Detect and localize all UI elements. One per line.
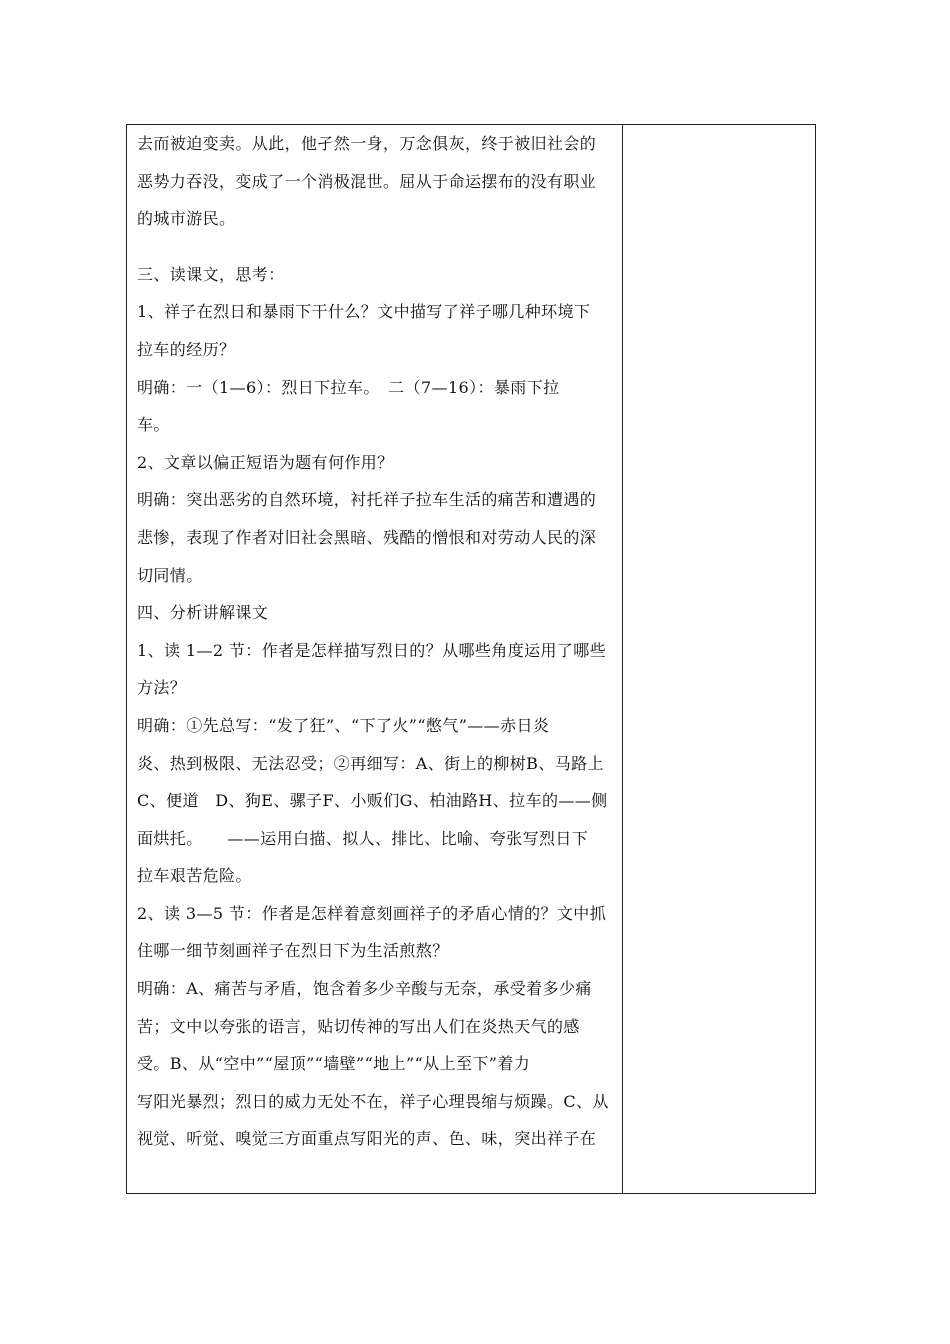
text-line: 拉车的经历？ bbox=[137, 339, 236, 359]
text-line: 明确：突出恶劣的自然环境，衬托祥子拉车生活的痛苦和遭遇的 bbox=[137, 490, 597, 510]
text-line: 视觉、听觉、嗅觉三方面重点写阳光的声、色、味，突出祥子在 bbox=[137, 1129, 597, 1149]
content-cell bbox=[127, 125, 623, 1193]
lesson-table bbox=[126, 124, 816, 1194]
blank-line bbox=[137, 238, 616, 256]
text-line: 炎、热到极限、无法忍受；②再细写：A、街上的柳树B、马路上 bbox=[137, 753, 604, 773]
text-line: 方法？ bbox=[137, 678, 187, 698]
text-line: 的城市游民。 bbox=[137, 209, 236, 229]
text-line: C、便道 D、狗E、骡子F、小贩们G、柏油路H、拉车的——侧 bbox=[137, 791, 608, 811]
text-line: 2、读 3—5 节：作者是怎样着意刻画祥子的矛盾心情的？文中抓 bbox=[137, 903, 607, 923]
text-line: 车。 bbox=[137, 415, 170, 435]
text-line: 住哪一细节刻画祥子在烈日下为生活煎熬？ bbox=[137, 941, 449, 961]
text-line: 恶势力吞没，变成了一个消极混世。屈从于命运摆布的没有职业 bbox=[137, 171, 597, 191]
text-line: 拉车艰苦危险。 bbox=[137, 866, 252, 886]
section-heading: 三、读课文，思考： bbox=[137, 264, 285, 284]
section-heading: 四、分析讲解课文 bbox=[137, 603, 269, 623]
text-line: 受。B、从“空中”“屋顶”“墙壁”“地上”“从上至下”着力 bbox=[137, 1054, 531, 1074]
text-line: 1、祥子在烈日和暴雨下干什么？文中描写了祥子哪几种环境下 bbox=[137, 302, 591, 322]
notes-cell bbox=[623, 125, 815, 1193]
text-line: 明确：A、痛苦与矛盾，饱含着多少辛酸与无奈，承受着多少痛 bbox=[137, 979, 592, 999]
text-line: 2、文章以偏正短语为题有何作用？ bbox=[137, 452, 394, 472]
text-line: 苦；文中以夸张的语言，贴切传神的写出人们在炎热天气的感 bbox=[137, 1016, 580, 1036]
text-line: 写阳光暴烈；烈日的威力无处不在，祥子心理畏缩与烦躁。C、从 bbox=[137, 1091, 609, 1111]
text-line: 明确：一（1—6）：烈日下拉车。 二（7—16）：暴雨下拉 bbox=[137, 377, 560, 397]
text-line: 面烘托。 ——运用白描、拟人、排比、比喻、夸张写烈日下 bbox=[137, 828, 589, 848]
text-line: 明确：①先总写：“发了狂”、“下了火”“憋气”——赤日炎 bbox=[137, 715, 550, 735]
text-line: 去而被迫变卖。从此，他孑然一身，万念俱灰，终于被旧社会的 bbox=[137, 134, 597, 153]
text-line: 切同情。 bbox=[137, 565, 203, 585]
text-line: 悲惨，表现了作者对旧社会黑暗、残酷的憎恨和对劳动人民的深 bbox=[137, 527, 597, 547]
text-line: 1、读 1—2 节：作者是怎样描写烈日的？从哪些角度运用了哪些 bbox=[137, 640, 607, 660]
